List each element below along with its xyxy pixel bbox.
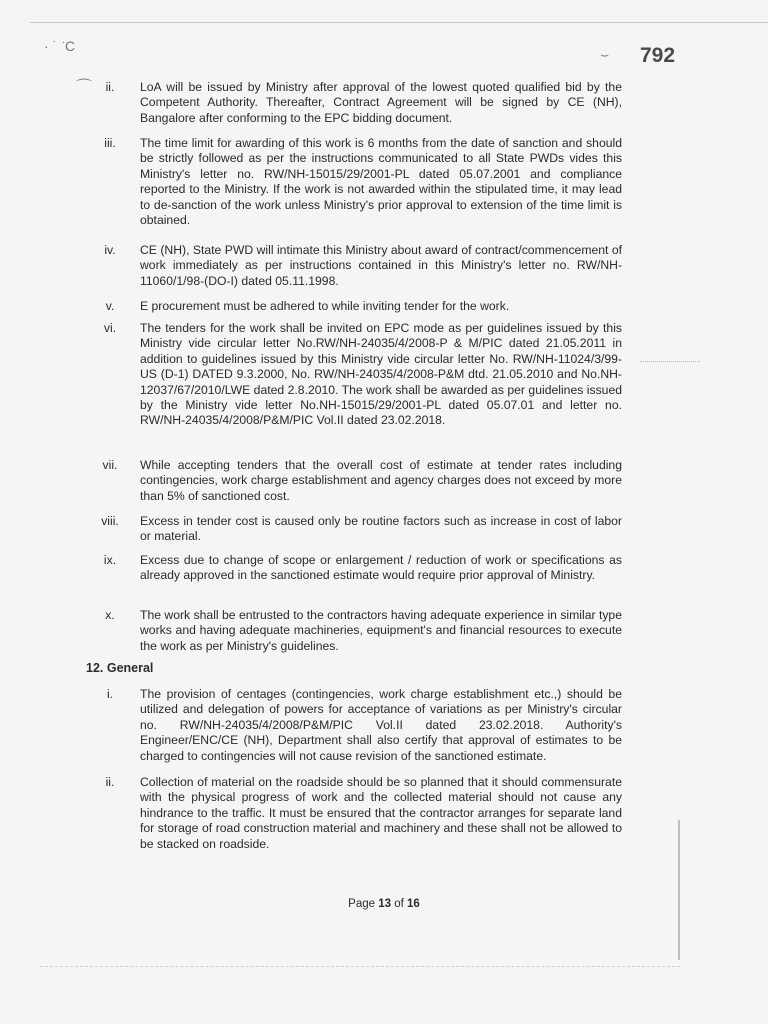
item-text: E procurement must be adhered to while inviting tender for the work. xyxy=(140,299,510,313)
handwritten-arc-mark: ⌒ xyxy=(76,79,93,96)
item-number: ii. xyxy=(105,775,115,789)
item-number: ix. xyxy=(103,553,117,567)
item-text: Collection of material on the roadside should be so planned that it should commensurate with the physical progress of work and the collected material should not cause any hindrance to the traffic. It must be ensured that the contractor arranges for separate land for storage of road construction material and machinery and these shall not be allowed to be stacked on roadside. xyxy=(140,775,622,851)
margin-dotted-mark xyxy=(640,361,700,363)
item-number: iii. xyxy=(104,136,116,150)
item-number: vi. xyxy=(103,321,117,335)
page-label: Page xyxy=(348,898,376,910)
section-heading: 12. General xyxy=(86,661,154,675)
page-footer xyxy=(0,898,768,910)
item-number: x. xyxy=(105,608,115,622)
handwritten-mark: · ˙ ͘ C xyxy=(44,38,76,54)
item-text: LoA will be issued by Ministry after approval of the lowest quoted qualified bid by the Competent Authority. Thereafter, Contract Agreement will be signed by CE (NH), Bangalore after conforming to the EPC bidding document. xyxy=(140,80,622,125)
item-text: The time limit for awarding of this work is 6 months from the date of sanction and should be strictly followed as per the instructions communicated to all State PWDs vides this Ministry's letter no. RW/NH-15015/29/2001-PL dated 05.07.2001 and compliance reported to the Ministry. If the work is not awarded within the stipulated time, it may lead to de-sanction of the work unless Ministry's prior approval to extension of the time limit is obtained. xyxy=(140,136,622,228)
item-text: Excess due to change of scope or enlargement / reduction of work or specifications as already approved in the sanctioned estimate would require prior approval of Ministry. xyxy=(140,553,622,583)
scan-edge-line xyxy=(678,820,680,960)
item-text: The tenders for the work shall be invited on EPC mode as per guidelines issued by this Ministry vide circular letter No.RW/NH-24035/4/2008-P & M/PIC dated 21.05.2011 in addition to guidelines issued by this Ministry vide circular letter No. RW/NH-11024/3/99-US (D-1) DATED 9.3.2000, No. RW/NH-24035/4/2008-P&M dtd. 21.05.2010 and No.NH-12037/67/2010/LWE dated 2.8.2010. The work shall be awarded as per guidelines issued by the Ministry vide letter No.NH-15015/29/2001-PL dated 05.07.01 and letter no. RW/NH-24035/4/2008/P&M/PIC Vol.II dated 23.02.2018. xyxy=(140,321,622,428)
item-number: i. xyxy=(106,687,114,701)
item-text: The provision of centages (contingencies, work charge establishment etc.,) should be utilized and delegation of powers for acceptance of variations as per Ministry's circular no. RW/NH-24035/4/2008/P&M/PIC Vol.II dated 23.02.2018. Authority's Engineer/ENC/CE (NH), Department shall also certify that approval of estimates to be charged to contingencies will not cause revision of the sanctioned estimate. xyxy=(140,687,622,763)
item-number: vii. xyxy=(102,458,118,472)
handwritten-dash-mark: ⌣ xyxy=(600,46,610,62)
top-divider xyxy=(30,22,768,23)
page-total: 16 xyxy=(407,898,420,910)
item-text: Excess in tender cost is caused only be routine factors such as increase in cost of labor or material. xyxy=(140,514,622,544)
item-number: iv. xyxy=(104,243,116,257)
item-number: ii. xyxy=(105,80,115,94)
handwritten-page-stamp: 792 xyxy=(640,44,676,67)
item-text: CE (NH), State PWD will intimate this Ministry about award of contract/commencement of work immediately as per instructions contained in this Ministry's letter no. RW/NH-11060/1/98-(DO-I) dated 05.11.1998. xyxy=(140,243,622,288)
of-label: of xyxy=(394,898,404,910)
bottom-divider xyxy=(40,966,680,968)
item-number: v. xyxy=(105,299,115,313)
item-number: viii. xyxy=(101,514,119,528)
page-number: 13 xyxy=(378,898,392,910)
item-text: While accepting tenders that the overall cost of estimate at tender rates including contingencies, work charge establishment and agency charges does not exceed by more than 5% of sanctioned cost. xyxy=(140,458,622,503)
item-text: The work shall be entrusted to the contractors having adequate experience in similar type works and having adequate machineries, equipment's and financial resources to execute the work as per Ministry's guidelines. xyxy=(140,608,622,653)
